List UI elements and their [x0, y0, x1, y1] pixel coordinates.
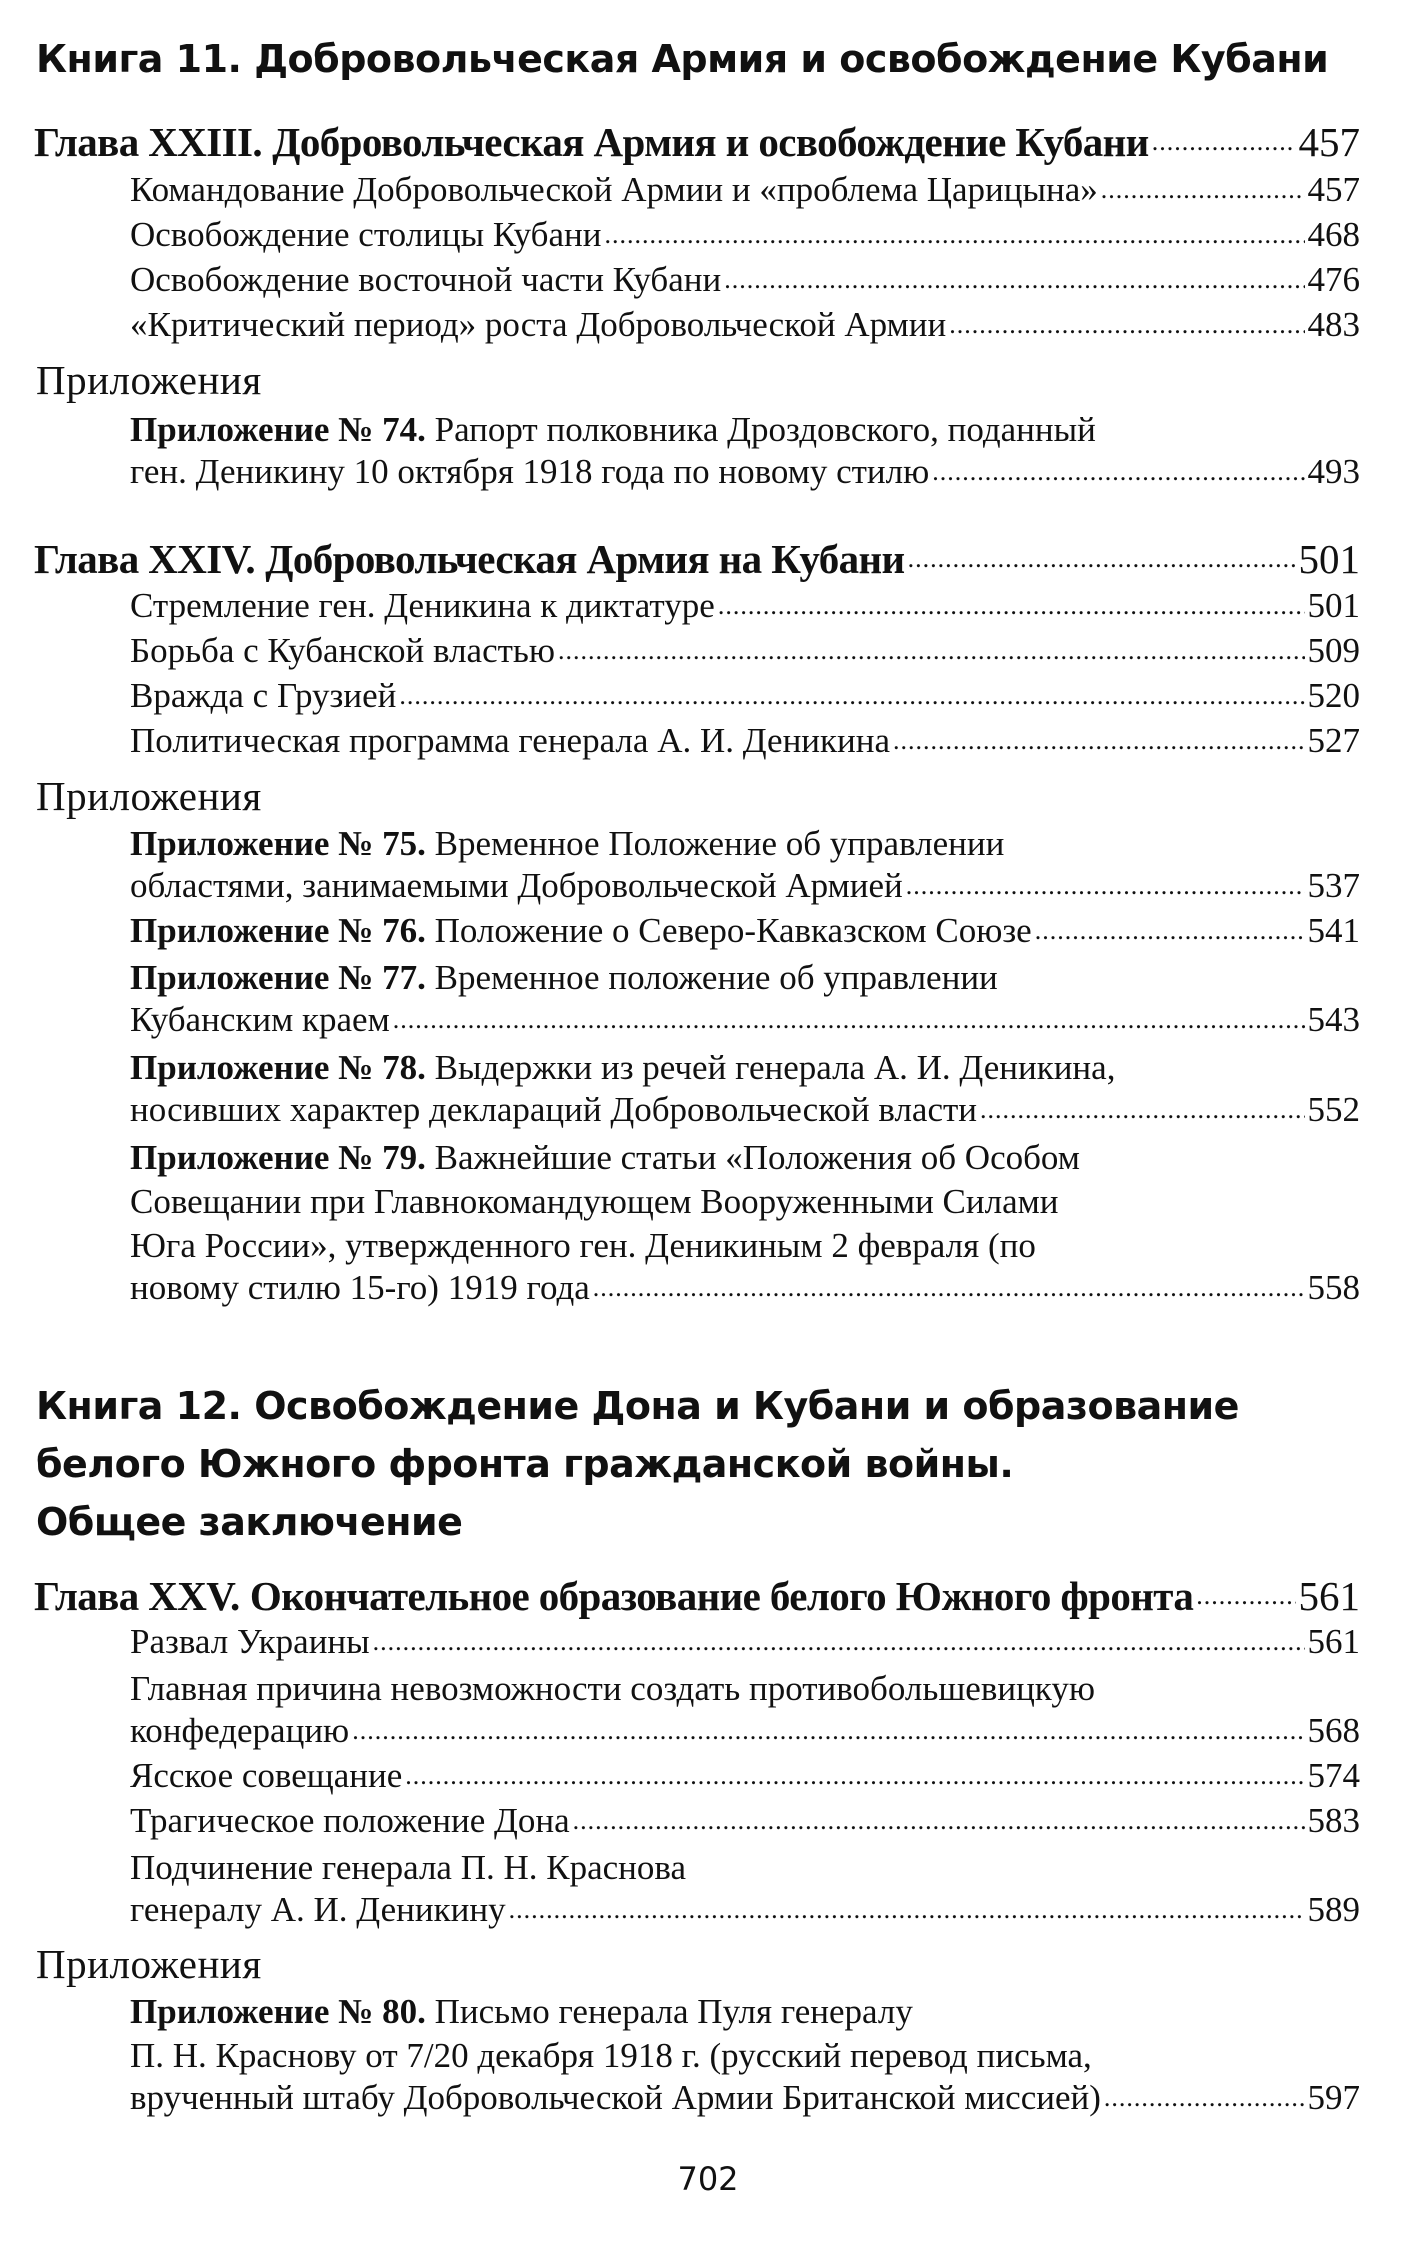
book-11-heading [36, 30, 1328, 88]
section-title: генералу А. И. Деникину [130, 1890, 506, 1929]
appendix-text: Временное положение об управлении [434, 958, 998, 997]
appendix-page: 493 [1307, 452, 1360, 491]
appendix-text: Выдержки из речей генерала А. И. Деникина, [434, 1048, 1116, 1087]
appendix-page: 537 [1307, 866, 1360, 905]
leader-dots [558, 638, 1304, 664]
appendix-74-line-2 [130, 448, 1360, 494]
toc-entry [130, 717, 1360, 763]
section-title: Борьба с Кубанской властью [130, 631, 556, 670]
appendix-text: новому стилю 15-го) 1919 года [130, 1268, 590, 1307]
appendix-label: Приложение № 76. [130, 911, 426, 950]
appendix-text: носивших характер деклараций Добровольческой власти [130, 1090, 978, 1129]
appendix-page: 541 [1307, 911, 1360, 950]
leader-dots [724, 267, 1304, 293]
appendix-78-line-1 [130, 1046, 1115, 1090]
leader-dots [604, 222, 1304, 248]
section-page: 457 [1307, 170, 1360, 209]
appendix-77-line-2 [130, 996, 1360, 1042]
leader-dots [906, 873, 1305, 899]
leader-dots [932, 459, 1304, 485]
leader-dots [893, 728, 1304, 754]
appendices-heading: Приложения [36, 1941, 262, 1987]
appendix-page: 552 [1307, 1090, 1360, 1129]
chapter-23-page: 457 [1298, 119, 1360, 165]
section-title: Стремление ген. Деникина к диктатуре [130, 586, 715, 625]
book-12-title-line: Общее заключение [36, 1500, 463, 1544]
chapter-24-page: 501 [1298, 536, 1360, 582]
leader-dots [373, 1629, 1305, 1655]
leader-dots [509, 1897, 1305, 1923]
section-line: Главная причина невозможности создать противобольшевицкую [130, 1669, 1095, 1708]
chapter-23-title: Добровольческая Армия и освобождение Кубани [272, 119, 1149, 165]
section-page: 468 [1307, 215, 1360, 254]
leader-dots [399, 683, 1304, 709]
appendix-text: Письмо генерала Пуля генералу [434, 1992, 913, 2031]
section-title: «Критический период» роста Добровольческой Армии [130, 305, 947, 344]
appendix-75-line-1 [130, 822, 1004, 866]
appendix-text: Кубанским краем [130, 1000, 390, 1039]
appendix-75-line-2 [130, 862, 1360, 908]
book-11-title: Книга 11. Добровольческая Армия и освобождение Кубани [36, 37, 1329, 81]
section-title: Политическая программа генерала А. И. Деникина [130, 721, 891, 760]
toc-entry [130, 1752, 1360, 1798]
section-page: 520 [1307, 676, 1360, 715]
appendices-heading: Приложения [36, 357, 262, 403]
appendix-79-line-4 [130, 1264, 1360, 1310]
toc-entry [130, 1707, 1360, 1753]
leader-dots [718, 593, 1305, 619]
toc-entry [130, 211, 1360, 257]
leader-dots [1104, 2085, 1305, 2111]
appendix-label: Приложение № 75. [130, 824, 426, 863]
chapter-25-label: Глава XXV. [34, 1573, 240, 1619]
chapter-25-entry [34, 1572, 1360, 1618]
section-page: 483 [1307, 305, 1360, 344]
chapter-25-title: Окончательное образование белого Южного фронта [249, 1573, 1194, 1619]
section-title: конфедерацию [130, 1711, 350, 1750]
book-12-title-line: Книга 12. Освобождение Дона и Кубани и образование [36, 1384, 1239, 1428]
leader-dots [1196, 1583, 1295, 1609]
book-12-heading [36, 1377, 1239, 1551]
appendix-page: 558 [1307, 1268, 1360, 1307]
appendix-79-line-1 [130, 1136, 1080, 1180]
leader-dots [949, 312, 1304, 338]
appendix-text: областями, занимаемыми Добровольческой Армией [130, 866, 903, 905]
appendix-label: Приложение № 80. [130, 1992, 426, 2031]
section-page: 589 [1307, 1890, 1360, 1929]
section-title: Трагическое положение Дона [130, 1801, 570, 1840]
section-page: 568 [1307, 1711, 1360, 1750]
appendix-text: ген. Деникину 10 октября 1918 года по новому стилю [130, 452, 930, 491]
appendix-77-line-1 [130, 956, 998, 1000]
appendix-74-line-1 [130, 408, 1096, 452]
toc-entry [130, 1886, 1360, 1932]
leader-dots [405, 1763, 1304, 1789]
appendix-80-line-2: П. Н. Краснову от 7/20 декабря 1918 г. (русский перевод письма, [130, 2036, 1092, 2075]
appendix-label: Приложение № 77. [130, 958, 426, 997]
appendix-78-line-2 [130, 1086, 1360, 1132]
section-page: 527 [1307, 721, 1360, 760]
appendix-label: Приложение № 74. [130, 410, 426, 449]
leader-dots [573, 1808, 1305, 1834]
toc-entry [130, 582, 1360, 628]
toc-entry [130, 256, 1360, 302]
appendix-80-line-3 [130, 2074, 1360, 2120]
leader-dots [908, 546, 1296, 572]
leader-dots [352, 1718, 1304, 1744]
toc-entry [130, 672, 1360, 718]
appendix-text: Рапорт полковника Дроздовского, поданный [434, 410, 1096, 449]
leader-dots [980, 1097, 1304, 1123]
appendix-79-line-3: Юга России», утвержденного ген. Деникиным 2 февраля (по [130, 1226, 1036, 1265]
section-title: Освобождение столицы Кубани [130, 215, 602, 254]
toc-entry [130, 1618, 1360, 1664]
appendix-text: Положение о Северо-Кавказском Союзе [434, 911, 1032, 950]
chapter-23-label: Глава XXIII. [34, 119, 262, 165]
section-title: Командование Добровольческой Армии и «проблема Царицына» [130, 170, 1098, 209]
section-title: Ясское совещание [130, 1756, 403, 1795]
section-title: Вражда с Грузией [130, 676, 397, 715]
section-line: Подчинение генерала П. Н. Краснова [130, 1848, 687, 1887]
appendix-76-entry [130, 907, 1360, 953]
appendix-label: Приложение № 78. [130, 1048, 426, 1087]
leader-dots [593, 1275, 1305, 1301]
chapter-23-entry [34, 118, 1360, 164]
section-page: 561 [1307, 1622, 1360, 1661]
leader-dots [1035, 918, 1305, 944]
page-number: 702 [677, 2160, 739, 2198]
section-page: 574 [1307, 1756, 1360, 1795]
toc-entry [130, 166, 1360, 212]
appendix-label: Приложение № 79. [130, 1138, 426, 1177]
toc-entry [130, 627, 1360, 673]
section-title: Освобождение восточной части Кубани [130, 260, 722, 299]
section-page: 476 [1307, 260, 1360, 299]
section-page: 501 [1307, 586, 1360, 625]
chapter-24-title: Добровольческая Армия на Кубани [265, 536, 905, 582]
book-12-title-line: белого Южного фронта гражданской войны. [36, 1442, 1014, 1486]
appendices-heading: Приложения [36, 773, 262, 819]
leader-dots [1152, 129, 1296, 155]
toc-entry [130, 1797, 1360, 1843]
section-page: 583 [1307, 1801, 1360, 1840]
section-page: 509 [1307, 631, 1360, 670]
chapter-25-page: 561 [1298, 1573, 1360, 1619]
appendix-79-line-2: Совещании при Главнокомандующем Вооруженными Силами [130, 1182, 1059, 1221]
appendix-text: Временное Положение об управлении [434, 824, 1005, 863]
appendix-page: 543 [1307, 1000, 1360, 1039]
appendix-text: Важнейшие статьи «Положения об Особом [434, 1138, 1080, 1177]
appendix-80-line-1 [130, 1990, 913, 2034]
chapter-24-entry [34, 535, 1360, 581]
chapter-24-label: Глава XXIV. [34, 536, 256, 582]
appendix-text: врученный штабу Добровольческой Армии Британской миссией) [130, 2078, 1101, 2117]
appendix-page: 597 [1307, 2078, 1360, 2117]
leader-dots [393, 1007, 1305, 1033]
leader-dots [1101, 177, 1305, 203]
toc-entry [130, 301, 1360, 347]
section-title: Развал Украины [130, 1622, 370, 1661]
